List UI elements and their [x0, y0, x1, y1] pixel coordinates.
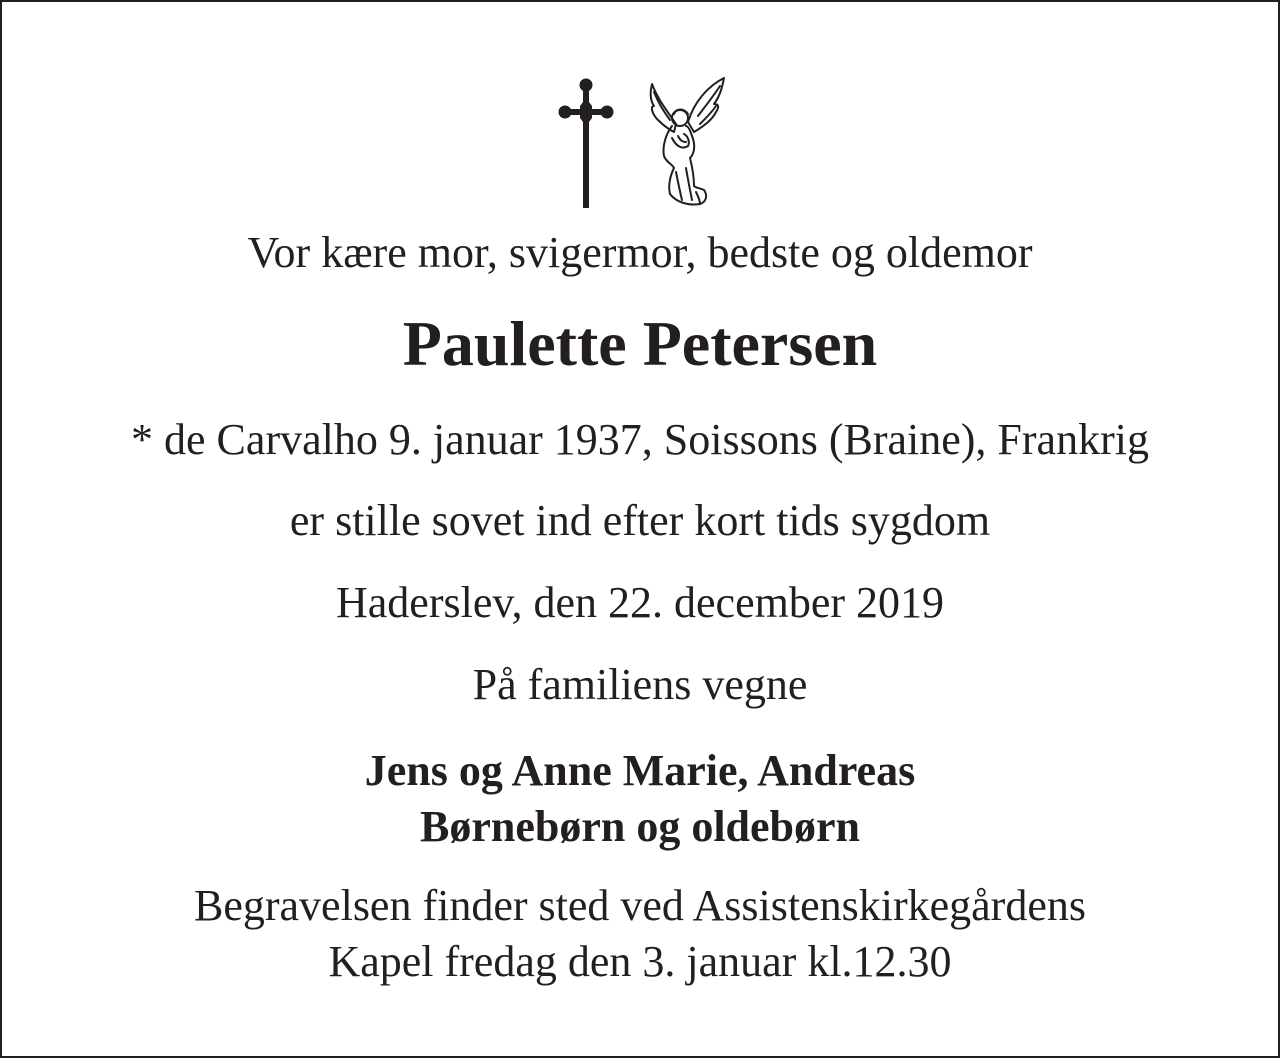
funeral-line-2: Kapel fredag den 3. januar kl.12.30	[328, 937, 952, 986]
angel-icon	[642, 76, 728, 210]
symbols	[2, 74, 1278, 214]
intro-line: Vor kære mor, svigermor, bedste og oldemor	[247, 228, 1033, 277]
birth-line: * de Carvalho 9. januar 1937, Soissons (Braine), Frankrig	[131, 415, 1149, 464]
grandchildren-line: Børnebørn og oldebørn	[419, 802, 861, 851]
on-behalf-line: På familiens vegne	[472, 660, 808, 709]
family-names-line: Jens og Anne Marie, Andreas	[364, 746, 916, 795]
deceased-name: Paulette Petersen	[402, 308, 878, 379]
cross-icon	[556, 76, 616, 210]
place-date-line: Haderslev, den 22. december 2019	[335, 578, 945, 627]
funeral-line-1: Begravelsen finder sted ved Assistenskirkegårdens	[194, 881, 1086, 930]
passing-line: er stille sovet ind efter kort tids sygdom	[289, 496, 991, 545]
